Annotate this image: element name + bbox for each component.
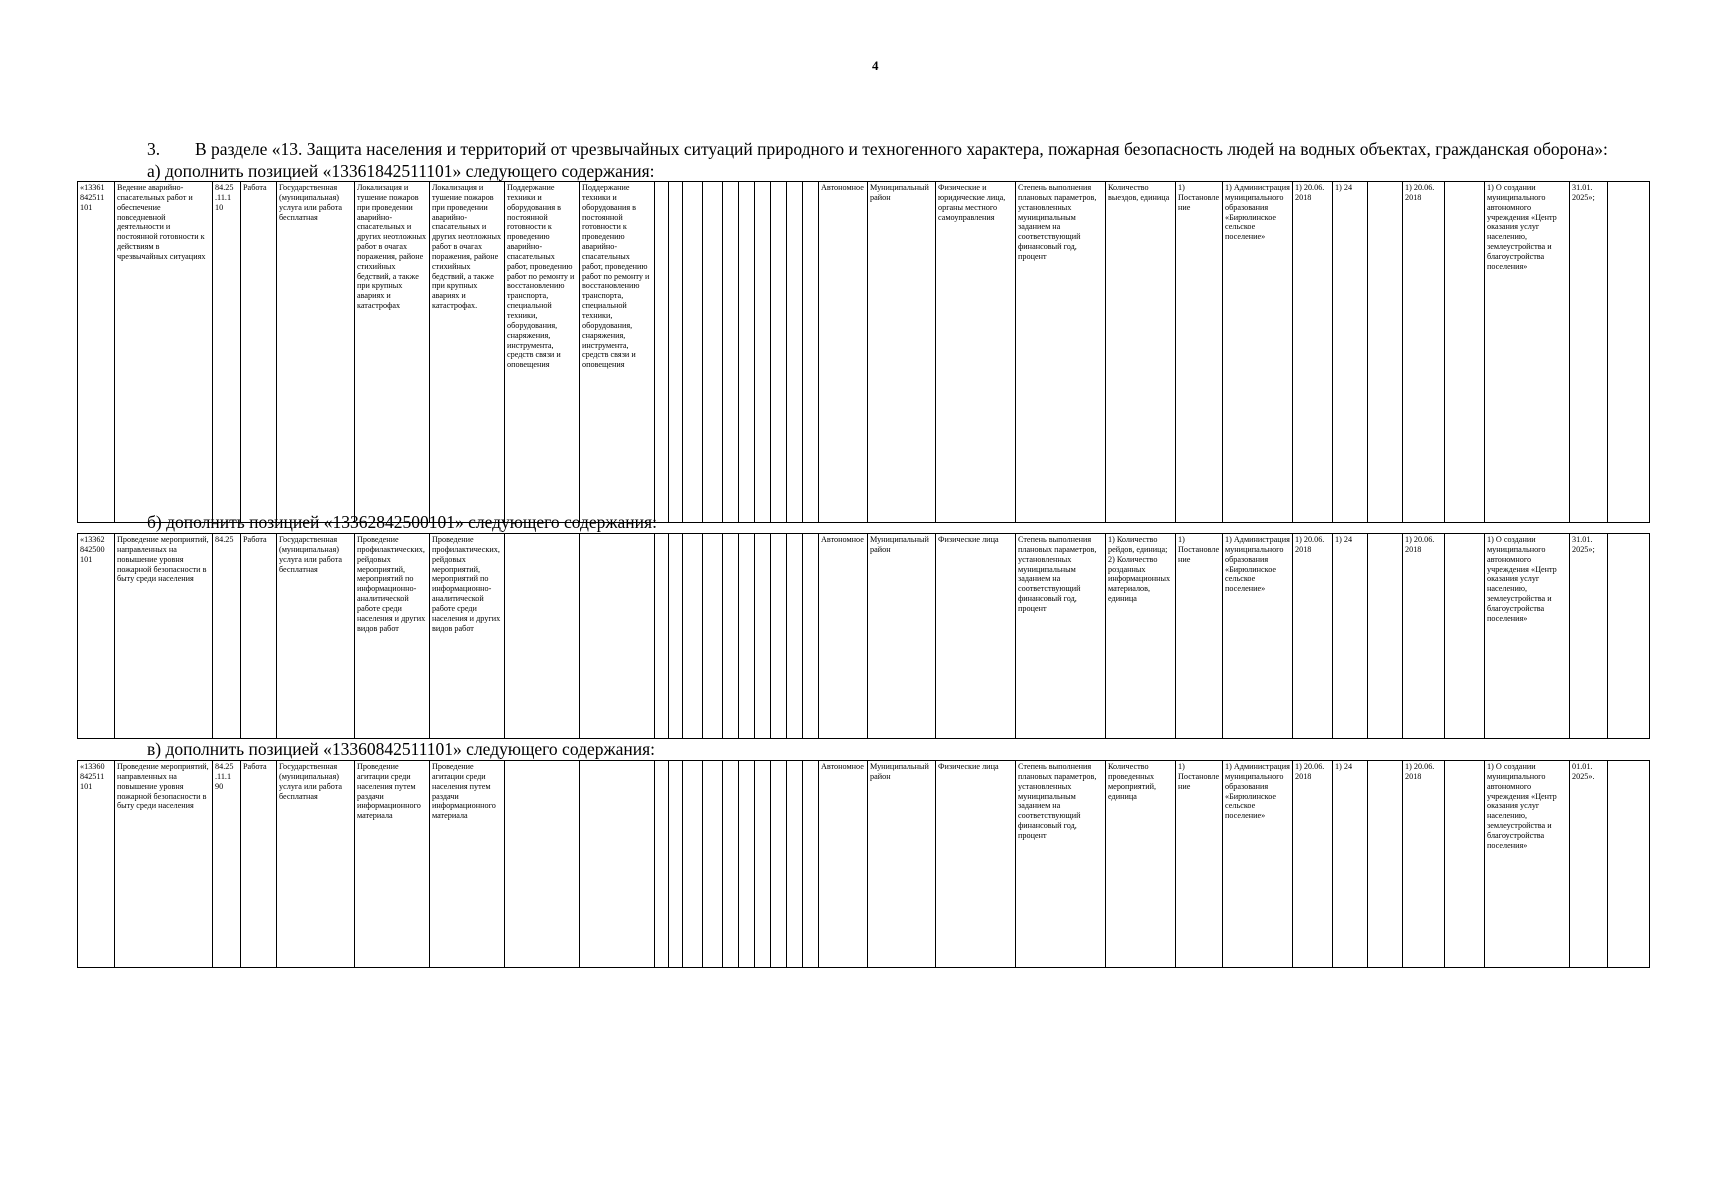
table-cell: 31.01. 2025»; xyxy=(1570,182,1608,523)
table-cell: 1) 24 xyxy=(1333,182,1368,523)
table-cell: Локализация и тушение пожаров при проведении аварийно-спасательных и других неотложных работ в очагах поражения, районе стихийных бедствий, а также при крупных авариях и катастрофах. xyxy=(430,182,505,523)
table-cell xyxy=(655,182,669,523)
table-cell: 1) 20.06. 2018 xyxy=(1293,182,1333,523)
table-cell xyxy=(739,534,755,739)
table-cell xyxy=(755,182,771,523)
table-cell: Автономное xyxy=(819,182,868,523)
table-cell: 1) Администрация муниципального образования «Бирюлинское сельское поселение» xyxy=(1223,761,1293,968)
table-cell: Степень выполнения плановых параметров, установленных муниципальным заданием на соответствующий финансовый год, процент xyxy=(1016,182,1106,523)
table-cell xyxy=(703,534,723,739)
table-cell xyxy=(683,182,703,523)
table-cell: Степень выполнения плановых параметров, установленных муниципальным заданием на соответствующий финансовый год, процент xyxy=(1016,761,1106,968)
table-cell xyxy=(723,534,739,739)
table-cell: 1) О создании муниципального автономного учреждения «Центр оказания услуг населению, землеустройства и благоустройства поселения» xyxy=(1485,761,1570,968)
position-a-heading: а) дополнить позицией «13361842511101» следующего содержания: xyxy=(147,161,655,181)
table-cell: Физические лица xyxy=(936,534,1016,739)
table-cell: Поддержание техники и оборудования в постоянной готовности к проведению аварийно-спасательных работ, проведению работ по ремонту и восстановлению транспорта, специальной техники, оборудования, снаряжения, инструмента, средств связи и оповещения xyxy=(505,182,580,523)
table-cell xyxy=(669,761,683,968)
section-text: В разделе «13. Защита населения и территорий от чрезвычайных ситуаций природного и техногенного характера, пожарная безопасность людей на водных объектах, гражданская оборона»: xyxy=(195,139,1608,159)
table-cell: Проведение мероприятий, направленных на повышение уровня пожарной безопасности в быту среди населения xyxy=(115,761,213,968)
table-cell: Муниципальный район xyxy=(868,534,936,739)
table-cell xyxy=(1368,534,1403,739)
table-cell: Локализация и тушение пожаров при проведении аварийно-спасательных и других неотложных работ в очагах поражения, районе стихийных бедствий, а также при крупных авариях и катастрофах xyxy=(355,182,430,523)
table-cell: 1) Администрация муниципального образования «Бирюлинское сельское поселение» xyxy=(1223,182,1293,523)
table-row xyxy=(78,534,1650,739)
table-cell xyxy=(787,182,803,523)
table-cell: Количество выездов, единица xyxy=(1106,182,1176,523)
table-cell: 1) Постановление xyxy=(1176,761,1223,968)
table-cell: «13362 842500 101 xyxy=(78,534,115,739)
table-cell: 1) Постановление xyxy=(1176,534,1223,739)
table-cell: 1) 20.06. 2018 xyxy=(1403,182,1445,523)
table-cell xyxy=(723,182,739,523)
table-cell xyxy=(787,534,803,739)
registry-table-b xyxy=(77,533,1650,739)
table-cell: Автономное xyxy=(819,761,868,968)
table-cell xyxy=(1608,534,1650,739)
table-cell: Работа xyxy=(241,534,277,739)
table-cell xyxy=(771,182,787,523)
table-cell: 1) Администрация муниципального образования «Бирюлинское сельское поселение» xyxy=(1223,534,1293,739)
table-cell xyxy=(787,761,803,968)
table-cell: 1) О создании муниципального автономного учреждения «Центр оказания услуг населению, землеустройства и благоустройства поселения» xyxy=(1485,534,1570,739)
table-cell xyxy=(683,534,703,739)
table-cell xyxy=(803,182,819,523)
table-cell: 84.25 .11.1 10 xyxy=(213,182,241,523)
table-cell xyxy=(669,534,683,739)
table-cell: «13360 842511 101 xyxy=(78,761,115,968)
table-cell: 1) О создании муниципального автономного учреждения «Центр оказания услуг населению, землеустройства и благоустройства поселения» xyxy=(1485,182,1570,523)
table-cell: Проведение агитации среди населения путем раздачи информационного материала xyxy=(355,761,430,968)
table-row xyxy=(78,761,1650,968)
table-cell: Количество проведенных мероприятий, единица xyxy=(1106,761,1176,968)
table-cell xyxy=(580,761,655,968)
table-cell xyxy=(803,761,819,968)
table-cell: 84.25 .11.1 90 xyxy=(213,761,241,968)
table-cell: Физические лица xyxy=(936,761,1016,968)
table-cell: 1) 24 xyxy=(1333,761,1368,968)
table-cell: Государственная (муниципальная) услуга или работа бесплатная xyxy=(277,761,355,968)
table-cell: Поддержание техники и оборудования в постоянной готовности к проведению аварийно-спасательных работ, проведению работ по ремонту и восстановлению транспорта, специальной техники, оборудования, снаряжения, инструмента, средств связи и оповещения xyxy=(580,182,655,523)
position-c-heading: в) дополнить позицией «13360842511101» следующего содержания: xyxy=(147,739,655,759)
table-cell xyxy=(1368,761,1403,968)
table-cell: 1) Количество рейдов, единица; 2) Количество розданных информационных материалов, единица xyxy=(1106,534,1176,739)
table-cell: 1) Постановление xyxy=(1176,182,1223,523)
position-b-heading: б) дополнить позицией «13362842500101» следующего содержания: xyxy=(147,512,657,532)
table-cell xyxy=(580,534,655,739)
table-cell: Работа xyxy=(241,182,277,523)
table-cell: 01.01. 2025». xyxy=(1570,761,1608,968)
section-heading xyxy=(147,139,1608,160)
table-cell xyxy=(703,182,723,523)
table-cell xyxy=(1608,182,1650,523)
table-cell xyxy=(703,761,723,968)
registry-table-a xyxy=(77,181,1650,523)
table-cell xyxy=(683,761,703,968)
table-cell: Автономное xyxy=(819,534,868,739)
table-cell: 1) 20.06. 2018 xyxy=(1403,534,1445,739)
table-cell: 1) 20.06. 2018 xyxy=(1293,761,1333,968)
table-cell xyxy=(739,761,755,968)
table-cell: 1) 24 xyxy=(1333,534,1368,739)
table-cell xyxy=(771,534,787,739)
table-cell: Степень выполнения плановых параметров, установленных муниципальным заданием на соответствующий финансовый год, процент xyxy=(1016,534,1106,739)
table-cell xyxy=(1368,182,1403,523)
table-cell xyxy=(1445,182,1485,523)
table-cell: Проведение профилактических, рейдовых мероприятий, мероприятий по информационно-аналитической работе среди населения и других видов работ xyxy=(430,534,505,739)
table-cell: Проведение агитации среди населения путем раздачи информационного материала xyxy=(430,761,505,968)
table-cell: 1) 20.06. 2018 xyxy=(1403,761,1445,968)
table-cell xyxy=(505,761,580,968)
registry-table-c xyxy=(77,760,1650,968)
table-cell: Ведение аварийно-спасательных работ и обеспечение повседневной деятельности и постоянной готовности к действиям в чрезвычайных ситуациях xyxy=(115,182,213,523)
page-number: 4 xyxy=(872,58,879,73)
table-cell xyxy=(505,534,580,739)
table-cell xyxy=(771,761,787,968)
table-cell xyxy=(655,761,669,968)
table-cell: Работа xyxy=(241,761,277,968)
table-cell: Государственная (муниципальная) услуга или работа бесплатная xyxy=(277,182,355,523)
table-row xyxy=(78,182,1650,523)
table-cell xyxy=(755,534,771,739)
table-cell: 84.25 xyxy=(213,534,241,739)
table-cell: Государственная (муниципальная) услуга или работа бесплатная xyxy=(277,534,355,739)
table-cell: Проведение профилактических, рейдовых мероприятий, мероприятий по информационно-аналитической работе среди населения и других видов работ xyxy=(355,534,430,739)
table-cell xyxy=(655,534,669,739)
table-cell xyxy=(739,182,755,523)
table-cell xyxy=(669,182,683,523)
table-cell xyxy=(803,534,819,739)
table-cell xyxy=(1445,534,1485,739)
table-cell xyxy=(723,761,739,968)
table-cell xyxy=(1445,761,1485,968)
table-cell: «13361 842511 101 xyxy=(78,182,115,523)
table-cell: Муниципальный район xyxy=(868,761,936,968)
table-cell: Проведение мероприятий, направленных на повышение уровня пожарной безопасности в быту среди населения xyxy=(115,534,213,739)
section-item-number: 3. xyxy=(147,139,161,159)
table-cell: 1) 20.06. 2018 xyxy=(1293,534,1333,739)
table-cell xyxy=(1608,761,1650,968)
table-cell: Физические и юридические лица, органы местного самоуправления xyxy=(936,182,1016,523)
table-cell: 31.01. 2025»; xyxy=(1570,534,1608,739)
table-cell: Муниципальный район xyxy=(868,182,936,523)
table-cell xyxy=(755,761,771,968)
